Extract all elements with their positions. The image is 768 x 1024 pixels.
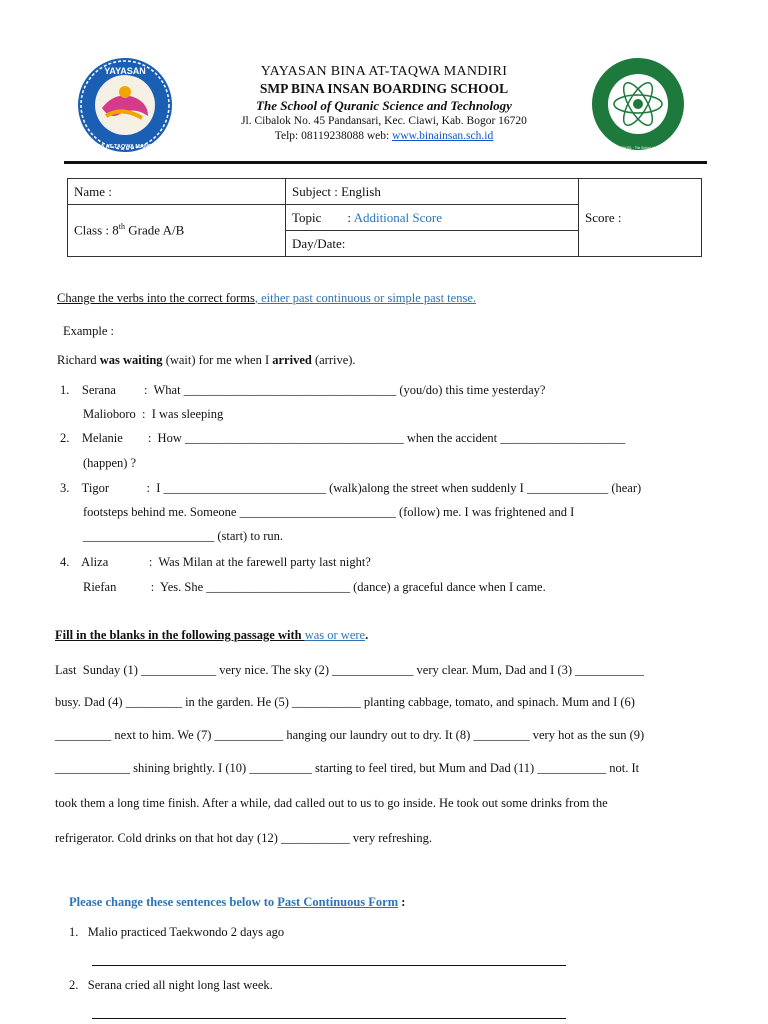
exercise-line: (happen) ? <box>83 456 137 470</box>
school-motto: The School of Quranic Science and Technology <box>256 98 512 113</box>
header-divider <box>64 161 707 164</box>
topic-label: Topic : <box>292 209 354 225</box>
answer-line[interactable] <box>92 965 566 966</box>
section1-instruction-tenses: , either past continuous or simple past tense. <box>254 291 476 305</box>
class-cell <box>68 205 286 257</box>
class-suffix: th <box>118 222 126 232</box>
answer-line[interactable] <box>92 1018 566 1019</box>
example-part-b: was waiting <box>99 353 163 367</box>
name-label: Name : <box>74 183 112 199</box>
section1-instruction <box>57 291 476 306</box>
school-name: SMP BINA INSAN BOARDING SCHOOL <box>259 81 509 96</box>
section3-instruction-form: Past Continuous Form <box>277 895 399 909</box>
foundation-name: YAYASAN BINA AT-TAQWA MANDIRI <box>260 64 508 79</box>
section2-instruction-main: Fill in the blanks in the following passage with <box>55 628 305 642</box>
subject-cell <box>286 179 579 205</box>
exercise-line[interactable]: 1. Serana : What __________________________________ (you/do) this time yesterday? <box>60 383 546 397</box>
sentence-item: 1. Malio practiced Taekwondo 2 days ago <box>69 925 285 939</box>
section3-instruction-main: Please change these sentences below to <box>69 895 278 909</box>
class-grade: Grade A/B <box>125 222 185 238</box>
example-label: Example : <box>63 324 115 338</box>
school-address: Jl. Cibalok No. 45 Pandansari, Kec. Ciawi, Kab. Bogor 16720 <box>241 115 527 127</box>
section3-instruction <box>69 895 405 910</box>
class-label: Class : 8 <box>74 222 119 238</box>
school-logo-text: SMP BINA INSAN BOARDING SCHOOL · The School of Quranic Science and Technology <box>574 146 702 150</box>
example-part-d: arrived <box>272 353 312 367</box>
score-cell[interactable] <box>579 179 702 257</box>
passage-line[interactable]: Last Sunday (1) ____________ very nice. The sky (2) _____________ very clear. Mum, Dad and I (3) ___________ <box>55 663 644 677</box>
exercise-line[interactable]: _____________________ (start) to run. <box>83 529 283 543</box>
passage-line[interactable]: ____________ shining brightly. I (10) __________ starting to feel tired, but Mum and Dad (11) ___________ not. It <box>55 761 640 775</box>
exercise-line[interactable]: Riefan : Yes. She _______________________ (dance) a graceful dance when I came. <box>83 580 546 594</box>
example-sentence <box>57 353 356 368</box>
subject-label: Subject : English <box>292 183 381 199</box>
school-contact <box>0 130 768 142</box>
date-cell[interactable] <box>286 231 579 257</box>
passage-line: took them a long time finish. After a while, dad called out to us to go inside. He took out some drinks from the <box>55 796 608 810</box>
score-label: Score : <box>585 209 622 225</box>
section2-instruction <box>55 628 368 643</box>
section2-instruction-end: . <box>365 628 369 642</box>
exercise-line: 4. Aliza : Was Milan at the farewell party last night? <box>60 555 371 569</box>
section3-instruction-end: : <box>398 895 406 909</box>
date-label: Day/Date: <box>292 235 346 251</box>
example-part-a: Richard <box>57 353 100 367</box>
exercise-line: Malioboro : I was sleeping <box>83 407 224 421</box>
student-info-table <box>67 178 702 257</box>
school-website-link[interactable]: www.binainsan.sch.id <box>392 130 494 142</box>
exercise-line[interactable]: 3. Tigor : I __________________________ (walk)along the street when suddenly I _____________ (hear) <box>60 481 642 495</box>
section2-instruction-words: was or were <box>304 628 366 642</box>
passage-line[interactable]: _________ next to him. We (7) ___________ hanging our laundry out to dry. It (8) _________ very hot as the sun (9) <box>55 728 645 742</box>
topic-value: Additional Score <box>353 209 443 225</box>
example-part-c: (wait) for me when I <box>162 353 273 367</box>
example-part-e: (arrive). <box>311 353 356 367</box>
passage-line[interactable]: refrigerator. Cold drinks on that hot day (12) ___________ very refreshing. <box>55 831 432 845</box>
exercise-line[interactable]: footsteps behind me. Someone _________________________ (follow) me. I was frightened and I <box>83 505 575 519</box>
school-phone: Telp: 08119238088 web: <box>274 130 393 142</box>
exercise-line[interactable]: 2. Melanie : How ___________________________________ when the accident ____________________ <box>60 431 626 445</box>
logo-text-bottom: BINA AT-TAQWA MANDIRI <box>91 144 159 150</box>
logo-text-top: YAYASAN <box>104 66 146 76</box>
name-cell[interactable] <box>68 179 286 205</box>
section1-instruction-main: Change the verbs into the correct forms <box>57 291 255 305</box>
passage-line[interactable]: busy. Dad (4) _________ in the garden. He (5) ___________ planting cabbage, tomato, and spinach. Mum and I (6) <box>55 695 635 709</box>
sentence-item: 2. Serana cried all night long last week. <box>69 978 273 992</box>
topic-cell <box>286 205 579 231</box>
